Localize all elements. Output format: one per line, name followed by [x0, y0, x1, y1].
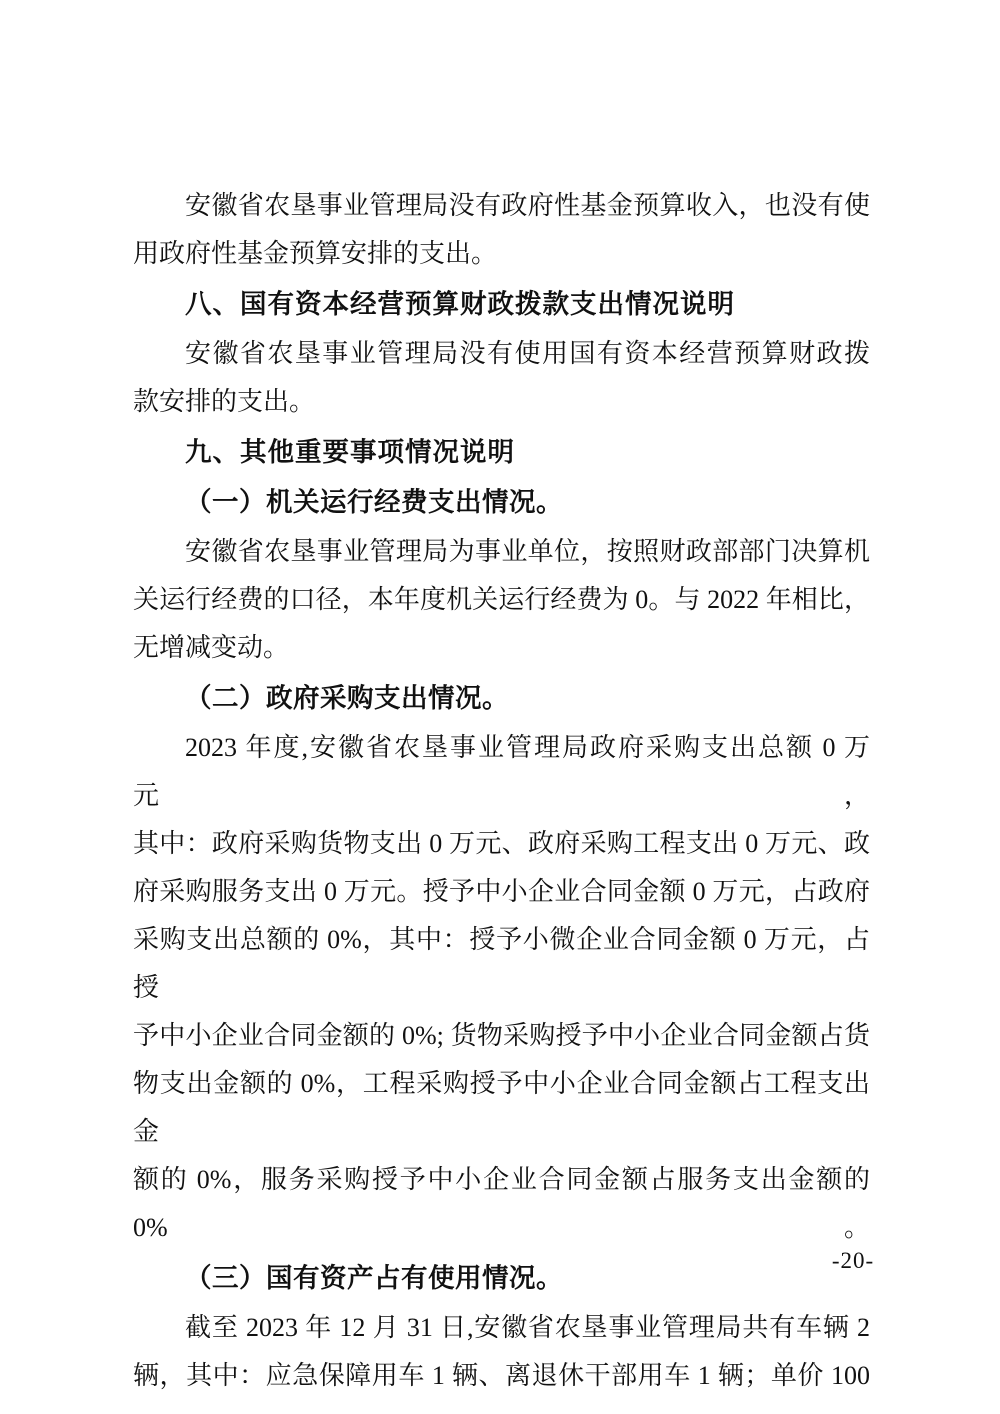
body-line: 予中小企业合同金额的 0%; 货物采购授予中小企业合同金额占货 — [133, 1021, 870, 1050]
subsection-heading: （三）国有资产占有使用情况。 — [185, 1263, 563, 1293]
body-line: 其中：政府采购货物支出 0 万元、政府采购工程支出 0 万元、政 — [133, 829, 870, 858]
body-line: 款安排的支出。 — [133, 387, 316, 416]
body-line: 安徽省农垦事业管理局没有使用国有资本经营预算财政拨 — [185, 339, 870, 368]
body-line: 安徽省农垦事业管理局没有政府性基金预算收入，也没有使 — [185, 191, 870, 220]
subsection-heading: （二）政府采购支出情况。 — [185, 683, 509, 713]
body-line: 额的 0%，服务采购授予中小企业合同金额占服务支出金额的 0%。 — [133, 1165, 870, 1242]
section-heading: 九、其他重要事项情况说明 — [185, 437, 515, 467]
body-line: 辆，其中：应急保障用车 1 辆、离退休干部用车 1 辆；单价 100 — [133, 1361, 870, 1390]
body-line: 截至 2023 年 12 月 31 日,安徽省农垦事业管理局共有车辆 2 — [185, 1313, 870, 1342]
body-line: 关运行经费的口径，本年度机关运行经费为 0。与 2022 年相比， — [133, 585, 870, 614]
page-number: -20- — [831, 1248, 875, 1273]
body-line: 安徽省农垦事业管理局为事业单位，按照财政部部门决算机 — [185, 537, 870, 566]
body-line: 物支出金额的 0%，工程采购授予中小企业合同金额占工程支出金 — [133, 1069, 870, 1146]
section-heading: 八、国有资本经营预算财政拨款支出情况说明 — [185, 289, 735, 319]
document-content — [133, 182, 870, 1400]
subsection-heading: （一）机关运行经费支出情况。 — [185, 487, 563, 517]
body-line: 府采购服务支出 0 万元。授予中小企业合同金额 0 万元，占政府 — [133, 877, 870, 906]
body-line: 无增减变动。 — [133, 633, 290, 662]
body-line: 2023 年度,安徽省农垦事业管理局政府采购支出总额 0 万元， — [133, 733, 870, 810]
body-line: 用政府性基金预算安排的支出。 — [133, 239, 498, 268]
body-line: 采购支出总额的 0%，其中：授予小微企业合同金额 0 万元，占授 — [133, 925, 870, 1002]
